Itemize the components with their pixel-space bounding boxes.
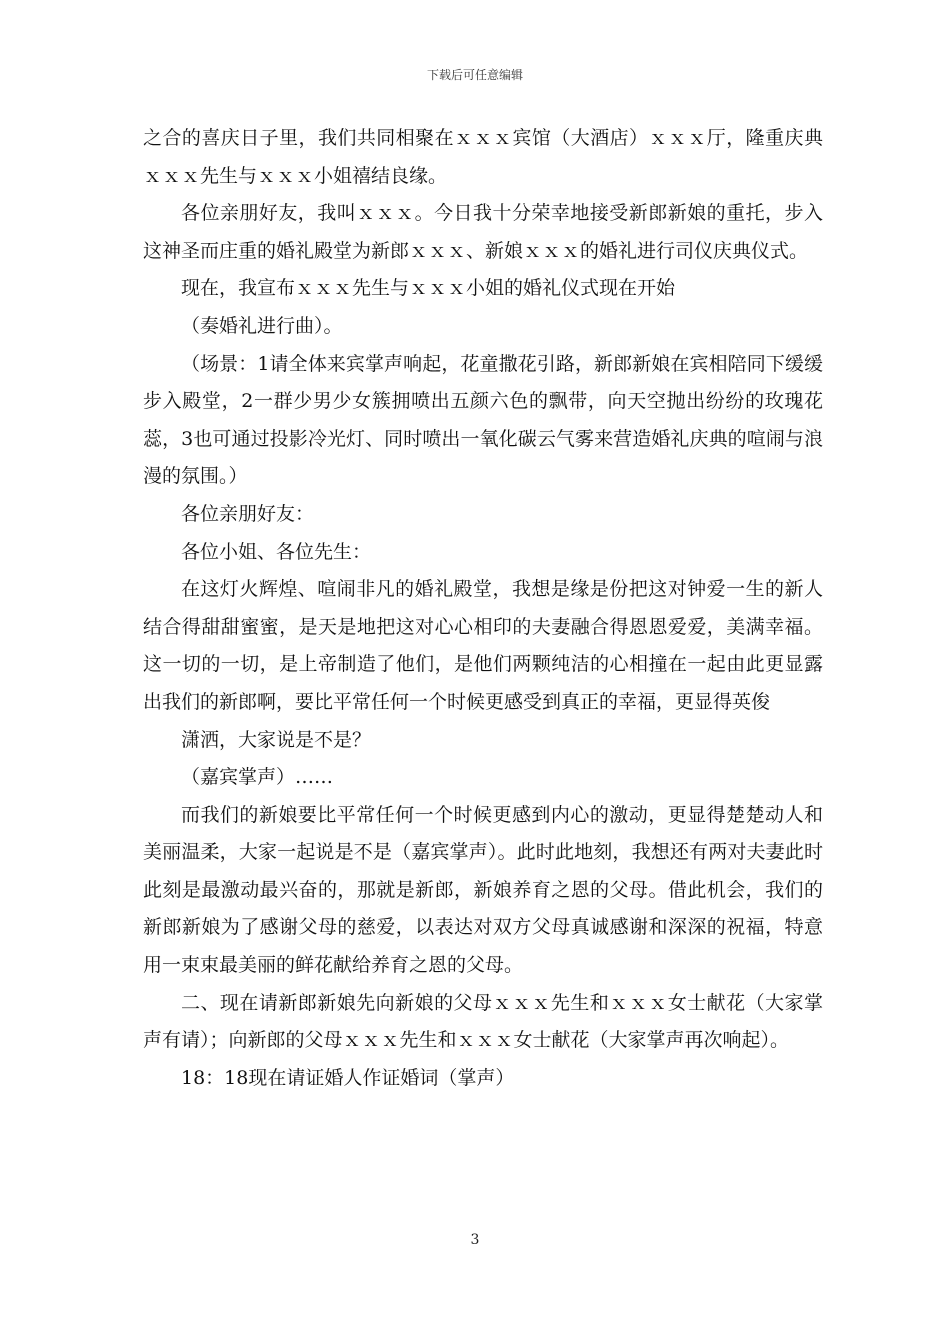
paragraph: 各位小姐、各位先生： (181, 540, 372, 563)
paragraph: 18：18现在请证婚人作证婚词（掌声） (181, 1066, 515, 1089)
page-header: 下载后可任意编辑 (426, 68, 523, 82)
paragraph: 各位亲朋好友： (181, 502, 315, 525)
paragraph: 二、现在请新郎新娘先向新娘的父母ｘｘｘ先生和ｘｘｘ女士献花（大家掌声有请）；向新郎的父母ｘｘｘ先生和ｘｘｘ女士献花（大家掌声再次响起）。 (143, 991, 823, 1052)
document-body (143, 120, 823, 1097)
paragraph: 潇洒，大家说是不是？ (181, 728, 372, 751)
paragraph: 而我们的新娘要比平常任何一个时候更感到内心的激动，更显得楚楚动人和美丽温柔，大家一起说是不是（嘉宾掌声）。此时此地刻，我想还有两对夫妻此时此刻是最激动最兴奋的，那就是新郎，新娘养育之恩的父母。借此机会，我们的新郎新娘为了感谢父母的慈爱，以表达对双方父母真诚感谢和深深的祝福，特意用一束束最美丽的鲜花献给养育之恩的父母。 (143, 803, 823, 977)
paragraph: （嘉宾掌声）…… (181, 766, 334, 789)
paragraph: 在这灯火辉煌、喧闹非凡的婚礼殿堂，我想是缘是份把这对钟爱一生的新人结合得甜甜蜜蜜，是天是地把这对心心相印的夫妻融合得恩恩爱爱，美满幸福。这一切的一切，是上帝制造了他们，是他们两颗纯洁的心相撞在一起由此更显露出我们的新郎啊，要比平常任何一个时候更感受到真正的幸福，更显得英俊 (143, 578, 823, 713)
page-number: 3 (470, 1232, 480, 1248)
paragraph: 之合的喜庆日子里，我们共同相聚在ｘｘｘ宾馆（大酒店）ｘｘｘ厅，隆重庆典ｘｘｘ先生与ｘｘｘ小姐禧结良缘。 (143, 127, 823, 187)
paragraph: 现在，我宣布ｘｘｘ先生与ｘｘｘ小姐的婚礼仪式现在开始 (181, 277, 676, 300)
paragraph: 各位亲朋好友，我叫ｘｘｘ。今日我十分荣幸地接受新郎新娘的重托，步入这神圣而庄重的婚礼殿堂为新郎ｘｘｘ、新娘ｘｘｘ的婚礼进行司仪庆典仪式。 (143, 202, 823, 262)
paragraph: （奏婚礼进行曲）。 (181, 314, 343, 337)
paragraph: （场景：1请全体来宾掌声响起，花童撒花引路，新郎新娘在宾相陪同下缓缓步入殿堂，2一群少男少女簇拥喷出五颜六色的飘带，向天空抛出纷纷的玫瑰花蕊，3也可通过投影冷光灯、同时喷出一氧化碳云气雾来营造婚礼庆典的喧闹与浪漫的氛围。） (143, 352, 823, 488)
